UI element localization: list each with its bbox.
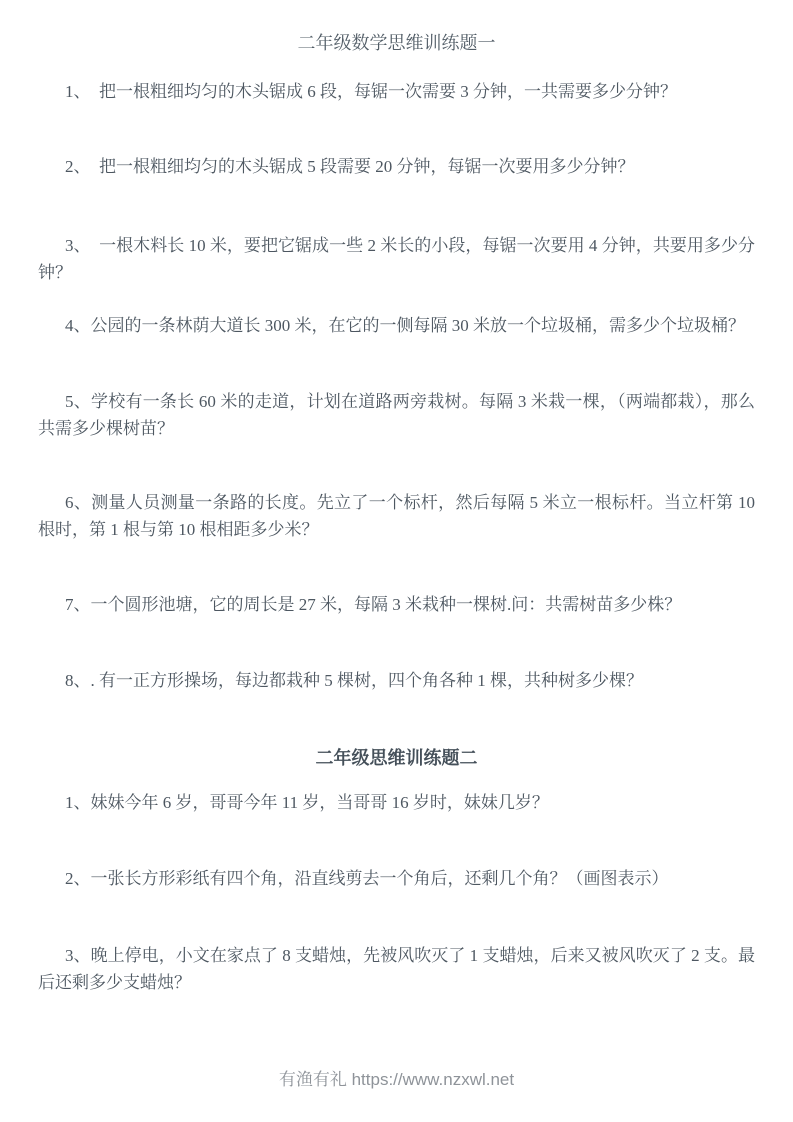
- section1-question-4: 4、公园的一条林荫大道长 300 米，在它的一侧每隔 30 米放一个垃圾桶，需多少个垃圾桶？: [65, 316, 745, 335]
- section1-question-8: 8、. 有一正方形操场，每边都栽种 5 棵树，四个角各种 1 棵，共种树多少棵？: [65, 671, 643, 690]
- section2-question-1: 1、妹妹今年 6 岁，哥哥今年 11 岁，当哥哥 16 岁时，妹妹几岁？: [65, 793, 549, 812]
- section1-question-6: 6、测量人员测量一条路的长度。先立了一个标杆，然后每隔 5 米立一根标杆。当立杆第 10 根时，第 1 根与第 10 根相距多少米？: [38, 493, 755, 539]
- section2-title: 二年级思维训练题二: [315, 748, 478, 768]
- section2-question-3: 3、晚上停电，小文在家点了 8 支蜡烛，先被风吹灭了 1 支蜡烛，后来又被风吹灭了 2 支。最后还剩多少支蜡烛？: [38, 946, 755, 992]
- section1-question-7: 7、一个圆形池塘，它的周长是 27 米，每隔 3 米栽种一棵树.问：共需树苗多少株？: [65, 595, 682, 614]
- section1-question-1: 1、 把一根粗细均匀的木头锯成 6 段，每锯一次需要 3 分钟，一共需要多少分钟？: [65, 82, 677, 101]
- section1-title: 二年级数学思维训练题一: [297, 33, 496, 53]
- section2-question-2: 2、一张长方形彩纸有四个角，沿直线剪去一个角后，还剩几个角？（画图表示）: [65, 869, 669, 888]
- footer-watermark: 有渔有礼 https://www.nzxwl.net: [278, 1070, 515, 1089]
- section1-question-3: 3、 一根木料长 10 米，要把它锯成一些 2 米长的小段，每锯一次要用 4 分钟，共要用多少分钟？: [38, 236, 755, 282]
- section1-question-5: 5、学校有一条长 60 米的走道，计划在道路两旁栽树。每隔 3 米栽一棵，（两端都栽），那么共需多少棵树苗？: [38, 392, 755, 438]
- section1-question-2: 2、 把一根粗细均匀的木头锯成 5 段需要 20 分钟，每锯一次要用多少分钟？: [65, 157, 635, 176]
